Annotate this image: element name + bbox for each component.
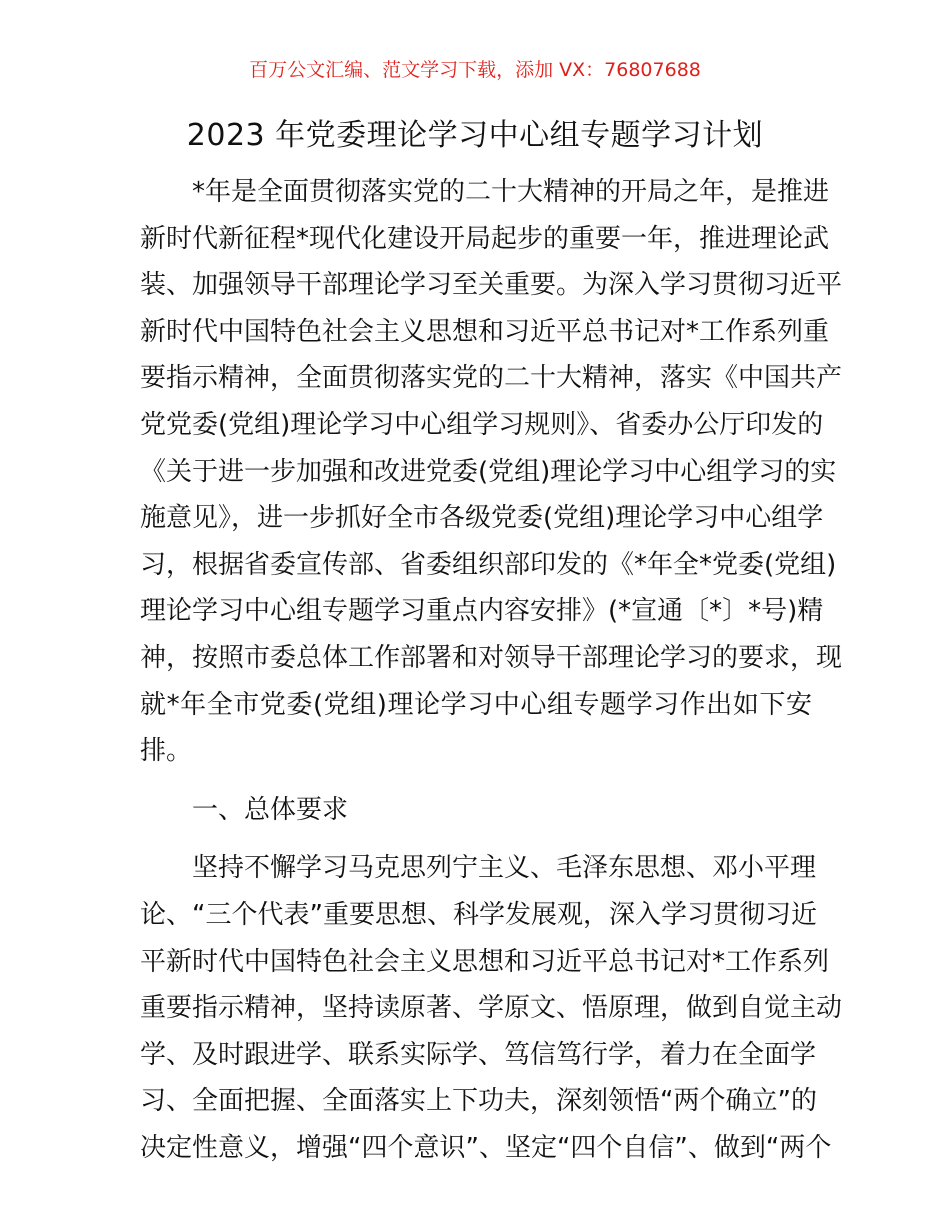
paragraph-line: 《关于进一步加强和改进党委(党组)理论学习中心组学习的实 xyxy=(140,456,837,487)
document-body xyxy=(140,169,843,1171)
paragraph-line: *年是全面贯彻落实党的二十大精神的开局之年，是推进 xyxy=(192,177,830,207)
section-heading: 一、总体要求 xyxy=(192,794,349,825)
paragraph-line: 施意见》，进一步抓好全市各级党委(党组)理论学习中心组学 xyxy=(140,503,824,534)
paragraph-line: 要指示精神，全面贯彻落实党的二十大精神，落实《中国共产 xyxy=(140,363,843,394)
paragraph-line: 论、“三个代表”重要思想、科学发展观，深入学习贯彻习近 xyxy=(140,899,817,930)
paragraph-line: 就*年全市党委(党组)理论学习中心组专题学习作出如下安 xyxy=(140,689,812,720)
paragraph-line: 装、加强领导干部理论学习至关重要。为深入学习贯彻习近平 xyxy=(140,270,843,301)
paragraph-line: 坚持不懈学习马克思列宁主义、毛泽东思想、邓小平理 xyxy=(192,853,817,884)
paragraph-line: 排。 xyxy=(140,736,193,767)
paragraph-line: 党党委(党组)理论学习中心组学习规则》、省委办公厅印发的 xyxy=(140,409,824,440)
paragraph-line: 理论学习中心组专题学习重点内容安排》(*宣通〔*〕*号)精 xyxy=(140,596,824,627)
paragraph-line: 神，按照市委总体工作部署和对领导干部理论学习的要求，现 xyxy=(140,642,843,673)
paragraph-line: 新时代新征程*现代化建设开局起步的重要一年，推进理论武 xyxy=(140,223,830,254)
document-title: 2023 年党委理论学习中心组专题学习计划 xyxy=(186,118,764,153)
paragraph-line: 决定性意义，增强“四个意识”、坚定“四个自信”、做到“两个 xyxy=(140,1132,832,1163)
paragraph-line: 习、全面把握、全面落实上下功夫，深刻领悟“两个确立”的 xyxy=(140,1086,817,1117)
paragraph-line: 新时代中国特色社会主义思想和习近平总书记对*工作系列重 xyxy=(140,316,830,347)
paragraph-line: 平新时代中国特色社会主义思想和习近平总书记对*工作系列 xyxy=(140,946,830,977)
paragraph-line: 重要指示精神，坚持读原著、学原文、悟原理，做到自觉主动 xyxy=(140,993,843,1024)
paragraph-line: 习，根据省委宣传部、省委组织部印发的《*年全*党委(党组) xyxy=(140,549,837,580)
paragraph-line: 学、及时跟进学、联系实际学、笃信笃行学，着力在全面学 xyxy=(140,1039,817,1070)
header-banner: 百万公文汇编、范文学习下载，添加 VX：76807688 xyxy=(249,59,701,81)
